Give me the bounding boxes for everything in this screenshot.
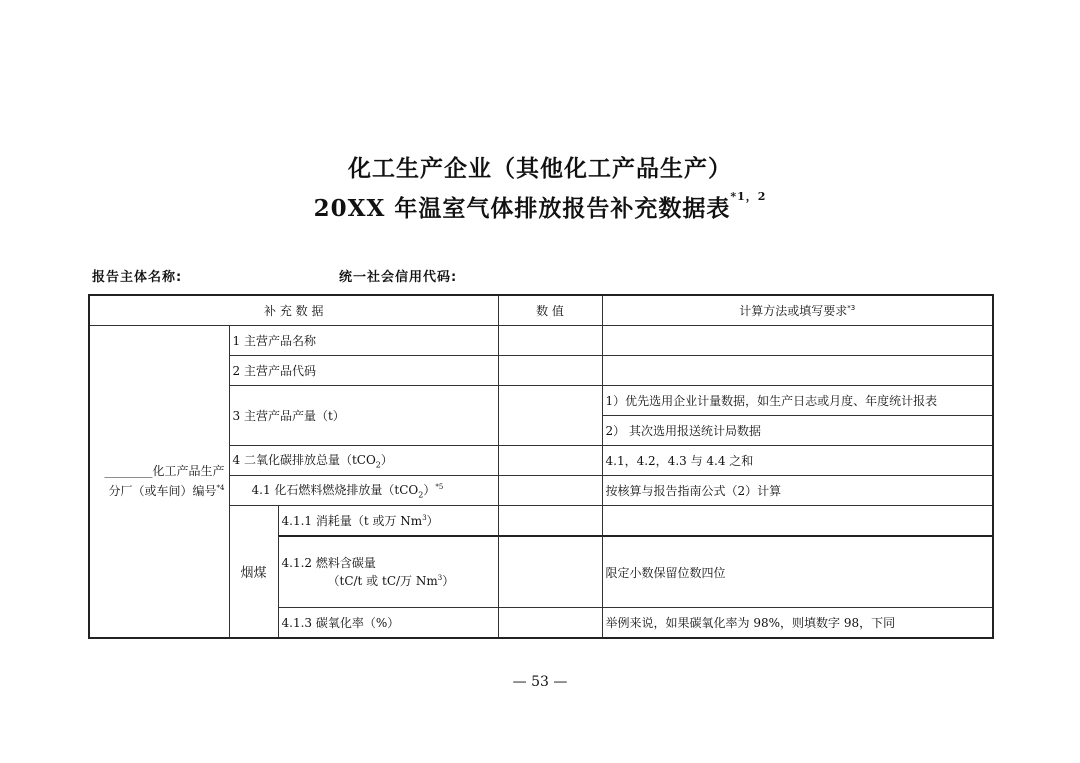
table-row bbox=[89, 326, 993, 356]
consumption-label: 4.1.1 消耗量（t 或万 Nm bbox=[281, 514, 423, 528]
table-header-row bbox=[89, 295, 993, 326]
row-main-product-output: 3 主营产品产量（t） bbox=[229, 386, 498, 446]
carbon-content-unit-end: ） bbox=[442, 573, 455, 588]
carbon-content-unit bbox=[282, 571, 495, 589]
group-label-line2-text: 分厂（或车间）编号 bbox=[108, 484, 217, 498]
value-cell-main-product-name[interactable] bbox=[498, 326, 602, 356]
row-main-product-code: 2 主营产品代码 bbox=[229, 356, 498, 386]
header-supplementary-data: 补 充 数 据 bbox=[89, 295, 498, 326]
method-output-option-2: 2） 其次选用报送统计局数据 bbox=[602, 416, 993, 446]
document-title-line2 bbox=[0, 190, 1080, 223]
method-fossil-fuel: 按核算与报告指南公式（2）计算 bbox=[602, 476, 993, 506]
fossil-fuel-footnote: *5 bbox=[435, 483, 444, 492]
value-cell-main-product-code[interactable] bbox=[498, 356, 602, 386]
method-consumption bbox=[602, 506, 993, 537]
total-co2-label-end: ） bbox=[380, 453, 393, 468]
method-total-co2: 4.1，4.2，4.3 与 4.4 之和 bbox=[602, 446, 993, 476]
row-consumption bbox=[278, 506, 498, 537]
value-cell-carbon-content[interactable] bbox=[498, 536, 602, 608]
title-line2-text: 20XX 年温室气体排放报告补充数据表 bbox=[313, 195, 731, 222]
consumption-sup: 3 bbox=[422, 514, 427, 522]
group-label-footnote: *4 bbox=[216, 484, 225, 492]
method-oxidation-rate: 举例来说，如果碳氧化率为 98%，则填数字 98，下同 bbox=[602, 608, 993, 639]
fuel-type-bituminous-coal: 烟煤 bbox=[229, 506, 278, 639]
group-label-line1: ________化工产品生产 bbox=[104, 464, 225, 478]
page-number: — 53 — bbox=[512, 674, 568, 690]
carbon-content-unit-text: （tC/t 或 tC/万 Nm bbox=[327, 573, 438, 588]
document-title-line1: 化工生产企业（其他化工产品生产） bbox=[348, 155, 732, 182]
header-method-text: 计算方法或填写要求 bbox=[739, 304, 848, 318]
value-cell-consumption[interactable] bbox=[498, 506, 602, 537]
consumption-label-end: ） bbox=[426, 514, 439, 528]
title-footnote-marker: *1，2 bbox=[730, 190, 767, 203]
method-cell-main-product-code bbox=[602, 356, 993, 386]
value-cell-oxidation-rate[interactable] bbox=[498, 608, 602, 639]
row-carbon-content bbox=[278, 536, 498, 608]
row-total-co2-emission bbox=[229, 446, 498, 476]
row-main-product-name: 1 主营产品名称 bbox=[229, 326, 498, 356]
fossil-fuel-label-end: ） bbox=[423, 483, 436, 498]
header-value: 数 值 bbox=[498, 295, 602, 326]
header-method-footnote: *3 bbox=[847, 304, 856, 312]
fossil-fuel-subscript: 2 bbox=[418, 490, 424, 500]
value-cell-total-co2[interactable] bbox=[498, 446, 602, 476]
header-method bbox=[602, 295, 993, 326]
fossil-fuel-label: 4.1 化石燃料燃烧排放量（tCO bbox=[251, 483, 419, 498]
value-cell-fossil-fuel[interactable] bbox=[498, 476, 602, 506]
carbon-content-sup: 3 bbox=[437, 573, 443, 582]
row-oxidation-rate: 4.1.3 碳氧化率（%） bbox=[278, 608, 498, 639]
entity-name-label: 报告主体名称: bbox=[92, 270, 183, 285]
total-co2-label: 4 二氧化碳排放总量（tCO bbox=[232, 453, 376, 468]
method-output-option-1: 1）优先选用企业计量数据，如生产日志或月度、年度统计报表 bbox=[602, 386, 993, 416]
value-cell-main-product-output[interactable] bbox=[498, 386, 602, 446]
group-label-cell bbox=[89, 326, 229, 639]
supplementary-data-table bbox=[88, 294, 994, 639]
total-co2-subscript: 2 bbox=[375, 460, 381, 470]
credit-code-label: 统一社会信用代码: bbox=[339, 270, 458, 285]
carbon-content-label: 4.1.2 燃料含碳量 bbox=[281, 555, 376, 570]
row-fossil-fuel-emission bbox=[229, 476, 498, 506]
method-cell-main-product-name bbox=[602, 326, 993, 356]
group-label-line2 bbox=[93, 480, 225, 500]
method-carbon-content: 限定小数保留位数四位 bbox=[602, 536, 993, 608]
